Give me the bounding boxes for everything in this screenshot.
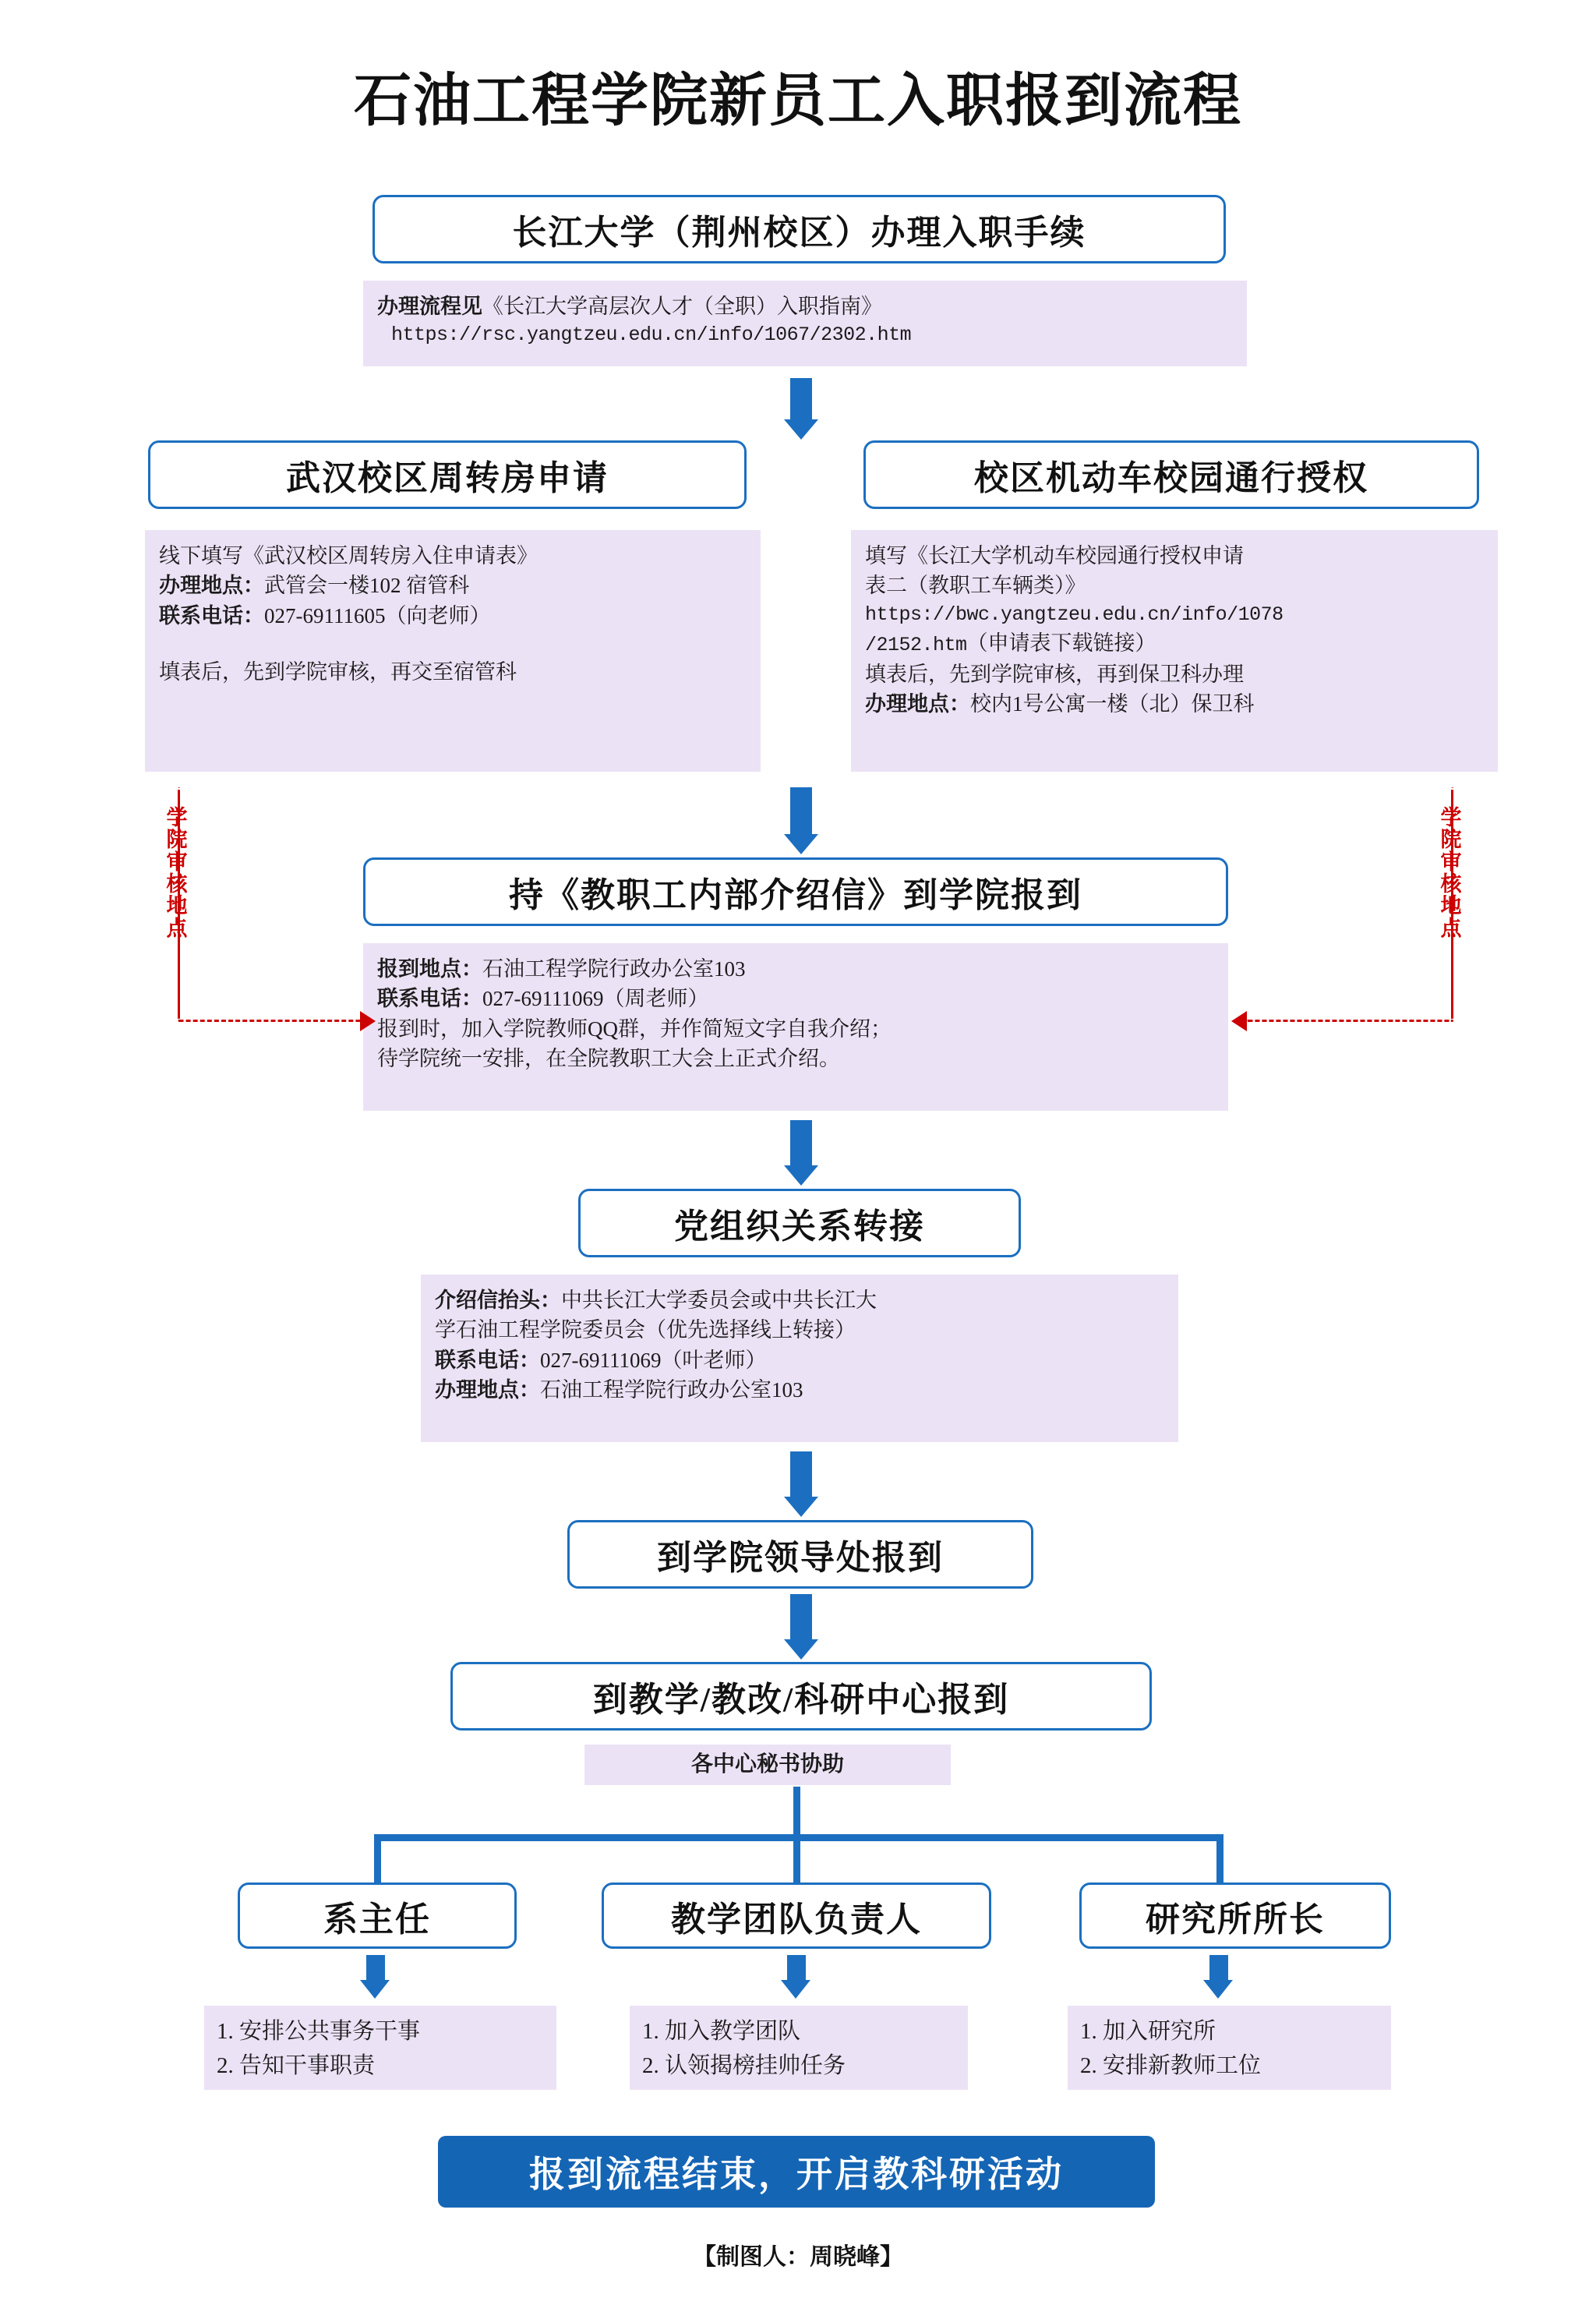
note-party-transfer: [421, 1274, 1178, 1442]
note4-l2-bold: 联系电话：: [377, 987, 482, 1011]
note3-l1: 填写《长江大学机动车校园通行授权申请: [865, 544, 1244, 567]
note2-spacer: [159, 631, 747, 657]
branch-mid-drop: [793, 1834, 800, 1883]
note8-l2: 2. 告知干事职责: [217, 2052, 376, 2078]
final-banner: [438, 2136, 1155, 2208]
branch-right-drop: [1216, 1834, 1223, 1883]
page-title: 石油工程学院新员工入职报到流程: [354, 68, 1242, 133]
arrow-5-stem: [790, 1594, 812, 1642]
node-department-head: [238, 1883, 517, 1949]
node-report-to-leaders-label: 到学院领导处报到: [657, 1539, 944, 1577]
node-report-to-college-label: 持《教职工内部介绍信》到学院报到: [509, 876, 1082, 914]
note5-l4-bold: 办理地点：: [435, 1377, 540, 1402]
node-wuhan-housing-label: 武汉校区周转房申请: [286, 459, 609, 497]
note1-url: https://rsc.yangtzeu.edu.cn/info/1067/2302.htm: [391, 323, 912, 347]
node-department-head-label: 系主任: [323, 1900, 431, 1939]
arrow-3-stem: [790, 1120, 812, 1168]
node-vehicle-permit: [863, 440, 1479, 509]
note9-l2: 2. 认领揭榜挂帅任务: [642, 2052, 846, 2078]
node-teaching-team-leader-label: 教学团队负责人: [671, 1900, 922, 1939]
note10-l1: 1. 加入研究所: [1080, 2019, 1216, 2044]
node-institute-director: [1079, 1883, 1391, 1949]
note1-line1-bold: 办理流程见: [377, 295, 482, 318]
arrow-2-head: [784, 834, 818, 854]
arrow-1-head: [784, 419, 818, 440]
arrow-7-head: [781, 1980, 810, 1999]
node-report-to-centers-label: 到教学/教改/科研中心报到: [592, 1681, 1010, 1719]
note3-l2: 表二（教职工车辆类）》: [865, 574, 1086, 598]
note-center-secretary: [584, 1745, 951, 1785]
branch-left-drop: [374, 1834, 381, 1883]
node-teaching-team-leader: [602, 1883, 991, 1949]
node-report-to-college: [363, 857, 1228, 926]
node-party-transfer: [578, 1189, 1021, 1257]
arrow-4-stem: [790, 1451, 812, 1500]
node-report-to-leaders: [567, 1520, 1033, 1589]
note5-l3-bold: 联系电话：: [435, 1348, 540, 1372]
note4-l1-bold: 报到地点：: [377, 957, 482, 981]
note10-l2: 2. 安排新教师工位: [1080, 2052, 1262, 2078]
arrow-2-stem: [790, 787, 812, 837]
note2-l5: 填表后，先到学院审核，再交至宿管科: [159, 659, 517, 684]
arrow-1-stem: [790, 378, 812, 422]
note2-l3-bold: 联系电话：: [159, 603, 264, 628]
note3-l5: 填表后，先到学院审核，再到保卫科办理: [865, 662, 1244, 686]
arrow-4-head: [784, 1497, 818, 1517]
node-wuhan-housing: [148, 440, 747, 509]
node-vehicle-permit-label: 校区机动车校园通行授权: [974, 459, 1368, 497]
note5-l4-rest: 石油工程学院行政办公室103: [540, 1377, 803, 1402]
arrow-6-head: [360, 1980, 390, 1999]
note7-text: 各中心秘书协助: [690, 1752, 844, 1777]
note2-l1: 线下填写《武汉校区周转房入住申请表》: [159, 544, 538, 567]
note4-l3: 报到时，加入学院教师QQ群，并作简短文字自我介绍；: [377, 1016, 892, 1041]
branch-stem-vertical: [793, 1787, 800, 1838]
node-entry-procedures: [373, 195, 1226, 263]
note3-l6-rest: 校内1号公寓一楼（北）保卫科: [970, 691, 1255, 716]
note3-url2-note: （申请表下载链接）: [966, 631, 1156, 656]
note5-l1-bold: 介绍信抬头：: [435, 1289, 561, 1312]
note-entry-procedures: [363, 281, 1247, 366]
note4-l1-rest: 石油工程学院行政办公室103: [482, 957, 746, 981]
arrow-5-head: [784, 1639, 818, 1660]
note4-l2-rest: 027-69111069（周老师）: [482, 987, 709, 1011]
note5-l3-rest: 027-69111069（叶老师）: [540, 1348, 767, 1372]
node-institute-director-label: 研究所所长: [1146, 1900, 1325, 1939]
note-vehicle-permit: [851, 530, 1498, 772]
list-department-head-tasks: [204, 2006, 556, 2090]
node-report-to-centers: [450, 1662, 1152, 1731]
note8-l1: 1. 安排公共事务干事: [217, 2019, 421, 2044]
note1-line1-rest: 《长江大学高层次人才（全职）入职指南》: [482, 295, 882, 318]
note3-l6-bold: 办理地点：: [865, 691, 970, 716]
note2-l3-rest: 027-69111605（向老师）: [264, 603, 491, 628]
note3-url2: /2152.htm: [865, 634, 967, 657]
node-party-transfer-label: 党组织关系转接: [674, 1207, 925, 1246]
note5-l2: 学石油工程学院委员会（优先选择线上转接）: [435, 1318, 856, 1342]
note-wuhan-housing: [145, 530, 761, 772]
left-review-arrowhead: [360, 1011, 376, 1031]
note-report-to-college: [363, 943, 1228, 1111]
node-entry-procedures-label: 长江大学（荆州校区）办理入职手续: [512, 214, 1086, 252]
list-institute-tasks: [1068, 2006, 1391, 2090]
note4-l4: 待学院统一安排，在全院教职工大会上正式介绍。: [377, 1046, 840, 1070]
left-review-label: 学院审核地点: [166, 806, 188, 940]
right-review-dash-line-h: [1247, 1020, 1453, 1022]
note3-url1: https://bwc.yangtzeu.edu.cn/info/1078: [865, 603, 1284, 626]
list-teaching-team-tasks: [630, 2006, 968, 2090]
note2-l2-bold: 办理地点：: [159, 574, 264, 598]
note5-l1-rest: 中共长江大学委员会或中共长江大: [561, 1289, 877, 1312]
note9-l1: 1. 加入教学团队: [642, 2019, 801, 2044]
left-review-dash-line: [178, 1020, 365, 1022]
right-review-label: 学院审核地点: [1440, 806, 1462, 940]
final-banner-label: 报到流程结束，开启教科研活动: [529, 2154, 1064, 2194]
arrow-8-head: [1203, 1980, 1233, 1999]
credit-line: 【制图人：周晓峰】: [693, 2244, 903, 2270]
note2-l2-rest: 武管会一楼102 宿管科: [264, 574, 470, 598]
arrow-3-head: [784, 1165, 818, 1186]
right-review-arrowhead: [1231, 1011, 1247, 1031]
